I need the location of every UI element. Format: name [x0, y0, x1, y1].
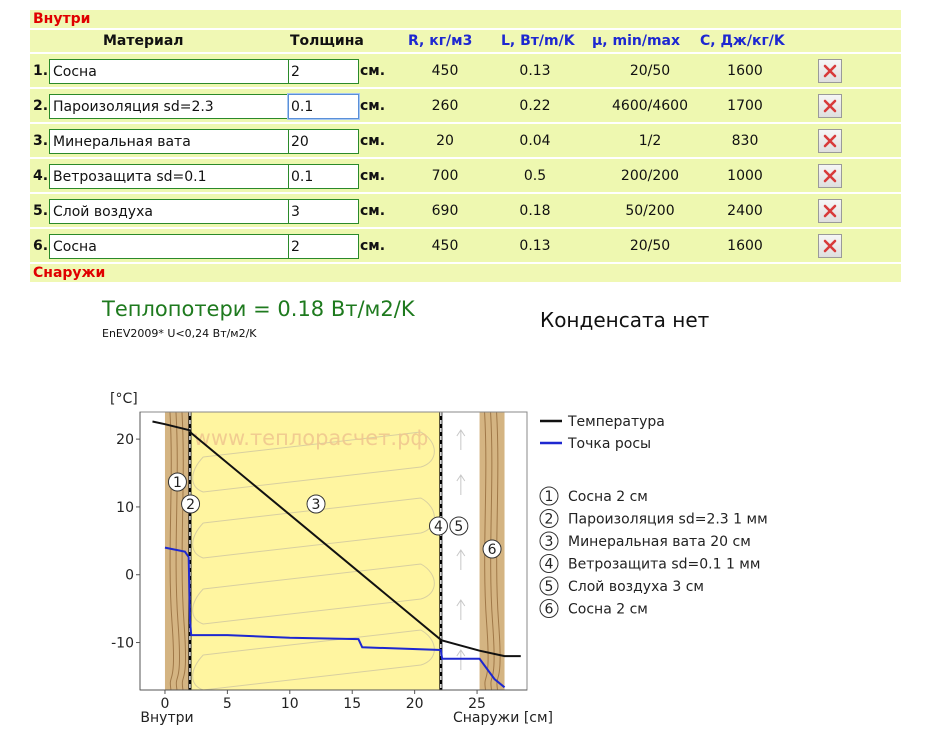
inside-label: Внутри: [30, 10, 901, 28]
vapor-resistance-value: 20/50: [629, 63, 671, 79]
x-tick-label: 15: [343, 696, 362, 712]
layer-marker-number: 6: [487, 542, 497, 558]
legend-layer-label: Ветрозащита sd=0.1 1 мм: [568, 556, 761, 573]
y-tick-label: 20: [116, 432, 134, 449]
x-tick-label: 5: [222, 696, 232, 712]
legend-layer-label: Сосна 2 см: [568, 489, 648, 505]
legend-layer-label: Минеральная вата 20 см: [568, 534, 751, 550]
header-thickness: Толщина: [290, 33, 364, 49]
row-number: 5.: [33, 203, 49, 219]
heat-loss-result: Теплопотери = 0.18 Вт/м2/K: [102, 297, 415, 321]
x-axis-left-label: Внутри: [140, 710, 194, 726]
thickness-unit: см.: [360, 98, 386, 114]
conductivity-value: 0.22: [519, 98, 551, 114]
conductivity-value: 0.13: [519, 63, 551, 79]
legend-marker-number: 3: [544, 534, 554, 550]
x-axis-right-label: Снаружи [см]: [453, 710, 554, 726]
legend-series-label: Температура: [568, 414, 665, 430]
legend-layer-label: Пароизоляция sd=2.3 1 мм: [568, 511, 768, 528]
density-value: 450: [431, 238, 459, 254]
legend-marker-number: 1: [544, 489, 554, 505]
density-value: 690: [431, 203, 459, 219]
thickness-unit: см.: [360, 133, 386, 149]
legend-marker-number: 4: [544, 556, 554, 573]
y-tick-label: 0: [125, 567, 134, 584]
y-tick-label: 10: [116, 499, 134, 516]
density-value: 700: [431, 168, 459, 184]
legend-series-label: Точка росы: [568, 436, 652, 452]
thickness-unit: см.: [360, 238, 386, 254]
heat-capacity-value: 1600: [727, 238, 763, 254]
vapor-resistance-value: 4600/4600: [612, 98, 688, 114]
legend-layer-label: Сосна 2 см: [568, 601, 648, 618]
watermark: www.теплорасчет.рф: [193, 426, 429, 450]
row-number: 4.: [33, 168, 49, 184]
header-density: R, кг/м3: [408, 33, 473, 49]
condensation-status: Конденсата нет: [540, 308, 710, 332]
layer-marker-number: 2: [186, 497, 196, 513]
thickness-unit: см.: [360, 63, 386, 79]
x-tick-label: 25: [468, 696, 486, 712]
outside-label: Снаружи: [30, 262, 901, 282]
vapor-resistance-value: 20/50: [629, 238, 671, 254]
vapor-resistance-value: 1/2: [638, 133, 662, 149]
x-tick-label: 0: [160, 696, 170, 712]
layer-marker-number: 4: [434, 519, 443, 535]
row-number: 3.: [33, 133, 49, 149]
header-material: Материал: [103, 33, 184, 49]
row-number: 1.: [33, 63, 49, 79]
vapor-resistance-value: 200/200: [620, 168, 680, 184]
legend-marker-number: 6: [544, 601, 554, 618]
x-tick-label: 10: [280, 696, 299, 712]
thickness-unit: см.: [360, 203, 386, 219]
row-number: 2.: [33, 98, 49, 114]
header-vapor-resistance: μ, min/max: [592, 33, 681, 49]
layer-marker-number: 5: [454, 519, 464, 535]
layer-marker-number: 1: [172, 475, 182, 491]
norm-note: EnEV2009* U<0,24 Вт/м2/K: [102, 327, 257, 340]
conductivity-value: 0.04: [519, 133, 551, 149]
heat-capacity-value: 1600: [727, 63, 763, 79]
layer-marker-number: 3: [311, 497, 321, 513]
heat-capacity-value: 1700: [727, 98, 763, 114]
legend-marker-number: 2: [544, 511, 554, 528]
y-tick-label: -10: [111, 635, 134, 652]
heat-capacity-value: 830: [731, 133, 759, 149]
header-conductivity: L, Вт/m/K: [501, 33, 575, 49]
x-tick-label: 20: [405, 696, 424, 712]
conductivity-value: 0.18: [519, 203, 551, 219]
legend-marker-number: 5: [544, 579, 554, 595]
conductivity-value: 0.5: [523, 168, 547, 184]
heat-capacity-value: 1000: [727, 168, 763, 184]
vapor-resistance-value: 50/200: [625, 203, 675, 219]
y-axis-label: [°C]: [110, 391, 138, 407]
density-value: 450: [431, 63, 459, 79]
density-value: 20: [436, 133, 454, 149]
legend-layer-label: Слой воздуха 3 см: [568, 579, 704, 595]
row-number: 6.: [33, 238, 49, 254]
header-heat-capacity: C, Дж/кг/K: [700, 33, 785, 49]
heat-capacity-value: 2400: [727, 203, 763, 219]
density-value: 260: [431, 98, 459, 114]
conductivity-value: 0.13: [519, 238, 551, 254]
thickness-unit: см.: [360, 168, 386, 184]
